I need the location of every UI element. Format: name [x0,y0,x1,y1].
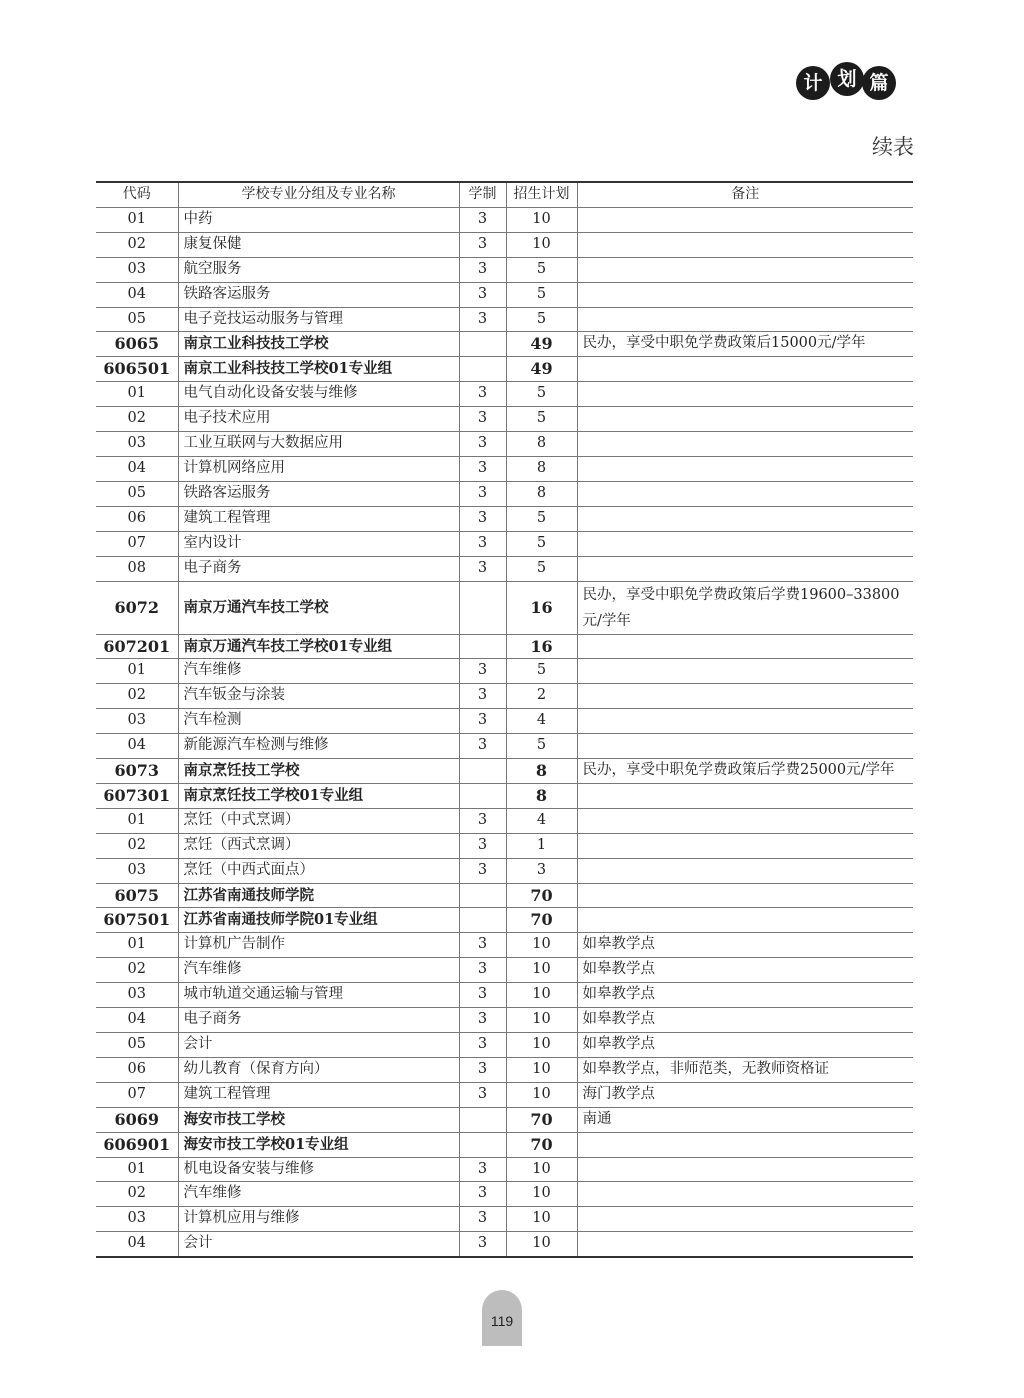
code-cell: 6069 [96,1107,178,1132]
table-row [96,833,913,858]
years-cell [459,1132,506,1157]
table-row [96,983,913,1008]
table-row [96,332,913,357]
name-cell: 铁路客运服务 [178,282,459,307]
name-cell: 南京烹饪技工学校01专业组 [178,783,459,808]
note-cell [577,634,913,659]
name-cell: 电子技术应用 [178,407,459,432]
years-cell: 3 [459,207,506,232]
header-code: 代码 [96,182,178,207]
years-cell: 3 [459,456,506,481]
years-cell: 3 [459,307,506,332]
code-cell: 07 [96,1082,178,1107]
note-cell [577,808,913,833]
plan-cell: 8 [506,432,577,457]
code-cell: 02 [96,407,178,432]
table-row [96,933,913,958]
note-cell [577,282,913,307]
years-cell: 3 [459,958,506,983]
years-cell: 3 [459,833,506,858]
plan-cell: 10 [506,1182,577,1207]
years-cell: 3 [459,808,506,833]
table-row [96,883,913,908]
note-cell: 如皋教学点 [577,958,913,983]
table-row [96,858,913,883]
code-cell: 01 [96,207,178,232]
plan-cell: 2 [506,684,577,709]
name-cell: 中药 [178,207,459,232]
table-row [96,759,913,784]
note-cell: 海门教学点 [577,1082,913,1107]
code-cell: 6065 [96,332,178,357]
name-cell: 航空服务 [178,257,459,282]
plan-cell: 5 [506,556,577,581]
plan-cell: 10 [506,1082,577,1107]
code-cell: 08 [96,556,178,581]
code-cell: 05 [96,307,178,332]
note-cell [577,858,913,883]
name-cell: 汽车维修 [178,1182,459,1207]
note-cell [577,456,913,481]
code-cell: 01 [96,1157,178,1182]
table-header-row [96,182,913,207]
code-cell: 04 [96,456,178,481]
table-row [96,808,913,833]
table-row [96,207,913,232]
table-row [96,506,913,531]
table-row [96,1232,913,1257]
plan-cell: 49 [506,357,577,382]
table-row [96,556,913,581]
plan-cell: 10 [506,1008,577,1033]
code-cell: 02 [96,232,178,257]
code-cell: 606501 [96,357,178,382]
code-cell: 01 [96,808,178,833]
note-cell [577,734,913,759]
years-cell: 3 [459,684,506,709]
code-cell: 607501 [96,908,178,933]
years-cell: 3 [459,1008,506,1033]
code-cell: 02 [96,958,178,983]
table-body [96,207,913,1257]
years-cell: 3 [459,1232,506,1257]
plan-cell: 5 [506,307,577,332]
table-row [96,1033,913,1058]
name-cell: 南京工业科技技工学校01专业组 [178,357,459,382]
plan-cell: 5 [506,407,577,432]
code-cell: 01 [96,933,178,958]
note-cell: 南通 [577,1107,913,1132]
header-name: 学校专业分组及专业名称 [178,182,459,207]
code-cell: 01 [96,382,178,407]
years-cell: 3 [459,933,506,958]
table-row [96,407,913,432]
years-cell: 3 [459,257,506,282]
name-cell: 海安市技工学校 [178,1107,459,1132]
logo-char-1: 计 [796,66,830,100]
note-cell [577,1182,913,1207]
plan-cell: 49 [506,332,577,357]
code-cell: 04 [96,734,178,759]
table-row [96,709,913,734]
code-cell: 6075 [96,883,178,908]
plan-cell: 10 [506,1057,577,1082]
name-cell: 工业互联网与大数据应用 [178,432,459,457]
plan-cell: 8 [506,759,577,784]
years-cell [459,908,506,933]
name-cell: 南京工业科技技工学校 [178,332,459,357]
code-cell: 606901 [96,1132,178,1157]
years-cell: 3 [459,432,506,457]
years-cell: 3 [459,1207,506,1232]
plan-cell: 70 [506,1107,577,1132]
name-cell: 新能源汽车检测与维修 [178,734,459,759]
table-row [96,958,913,983]
note-cell [577,556,913,581]
plan-cell: 10 [506,983,577,1008]
note-cell [577,432,913,457]
plan-cell: 4 [506,709,577,734]
code-cell: 01 [96,659,178,684]
code-cell: 03 [96,257,178,282]
years-cell: 3 [459,556,506,581]
years-cell: 3 [459,1182,506,1207]
years-cell [459,759,506,784]
name-cell: 建筑工程管理 [178,506,459,531]
note-cell [577,833,913,858]
plan-cell: 10 [506,232,577,257]
name-cell: 建筑工程管理 [178,1082,459,1107]
code-cell: 03 [96,432,178,457]
table-row [96,1057,913,1082]
enrollment-plan-table [96,181,913,1258]
name-cell: 计算机网络应用 [178,456,459,481]
code-cell: 6072 [96,581,178,634]
code-cell: 03 [96,858,178,883]
years-cell: 3 [459,709,506,734]
plan-cell: 8 [506,481,577,506]
header-plan: 招生计划 [506,182,577,207]
name-cell: 南京万通汽车技工学校01专业组 [178,634,459,659]
plan-cell: 10 [506,1207,577,1232]
name-cell: 烹饪（中西式面点） [178,858,459,883]
years-cell [459,883,506,908]
name-cell: 计算机应用与维修 [178,1207,459,1232]
name-cell: 会计 [178,1033,459,1058]
note-cell: 如皋教学点 [577,933,913,958]
plan-cell: 5 [506,506,577,531]
table-row [96,432,913,457]
note-cell [577,908,913,933]
section-logo [796,62,900,102]
page-number: 119 [482,1290,522,1346]
years-cell [459,783,506,808]
code-cell: 03 [96,1207,178,1232]
table-row [96,1207,913,1232]
years-cell: 3 [459,481,506,506]
table-row [96,481,913,506]
years-cell: 3 [459,506,506,531]
name-cell: 江苏省南通技师学院01专业组 [178,908,459,933]
table-row [96,1082,913,1107]
name-cell: 汽车维修 [178,659,459,684]
years-cell: 3 [459,282,506,307]
name-cell: 电气自动化设备安装与维修 [178,382,459,407]
code-cell: 6073 [96,759,178,784]
code-cell: 05 [96,481,178,506]
table-row [96,456,913,481]
note-cell [577,207,913,232]
table-row [96,908,913,933]
plan-cell: 70 [506,908,577,933]
plan-cell: 1 [506,833,577,858]
note-cell [577,1207,913,1232]
years-cell [459,581,506,634]
note-cell [577,357,913,382]
name-cell: 室内设计 [178,531,459,556]
name-cell: 烹饪（西式烹调） [178,833,459,858]
table-row [96,734,913,759]
table-row [96,1008,913,1033]
logo-char-3: 篇 [862,66,896,100]
note-cell [577,506,913,531]
plan-cell: 5 [506,257,577,282]
plan-cell: 70 [506,1132,577,1157]
years-cell: 3 [459,1033,506,1058]
name-cell: 汽车检测 [178,709,459,734]
years-cell: 3 [459,1157,506,1182]
plan-cell: 10 [506,1033,577,1058]
note-cell: 如皋教学点 [577,1008,913,1033]
header-note: 备注 [577,182,913,207]
note-cell [577,783,913,808]
plan-cell: 5 [506,734,577,759]
plan-cell: 70 [506,883,577,908]
header-years: 学制 [459,182,506,207]
code-cell: 04 [96,1232,178,1257]
name-cell: 南京万通汽车技工学校 [178,581,459,634]
years-cell [459,1107,506,1132]
plan-cell: 3 [506,858,577,883]
note-cell [577,481,913,506]
note-cell [577,531,913,556]
code-cell: 03 [96,983,178,1008]
name-cell: 铁路客运服务 [178,481,459,506]
note-cell [577,883,913,908]
plan-cell: 5 [506,282,577,307]
years-cell: 3 [459,407,506,432]
plan-cell: 10 [506,1232,577,1257]
table-row [96,581,913,634]
note-cell: 民办，享受中职免学费政策后15000元/学年 [577,332,913,357]
note-cell: 如皋教学点 [577,983,913,1008]
name-cell: 汽车钣金与涂装 [178,684,459,709]
table-row [96,257,913,282]
table-row [96,531,913,556]
table-row [96,282,913,307]
table-row [96,232,913,257]
name-cell: 电子商务 [178,1008,459,1033]
table-row [96,357,913,382]
years-cell: 3 [459,531,506,556]
note-cell [577,1232,913,1257]
name-cell: 海安市技工学校01专业组 [178,1132,459,1157]
note-cell [577,407,913,432]
note-cell: 如皋教学点 [577,1033,913,1058]
code-cell: 07 [96,531,178,556]
years-cell: 3 [459,983,506,1008]
continued-table-label: 续表 [872,135,914,159]
plan-cell: 10 [506,1157,577,1182]
note-cell [577,1157,913,1182]
years-cell: 3 [459,858,506,883]
code-cell: 02 [96,684,178,709]
years-cell: 3 [459,232,506,257]
name-cell: 计算机广告制作 [178,933,459,958]
name-cell: 康复保健 [178,232,459,257]
table-row [96,634,913,659]
plan-cell: 4 [506,808,577,833]
years-cell [459,357,506,382]
years-cell: 3 [459,734,506,759]
years-cell: 3 [459,1057,506,1082]
name-cell: 江苏省南通技师学院 [178,883,459,908]
name-cell: 电子竞技运动服务与管理 [178,307,459,332]
table-row [96,1157,913,1182]
note-cell [577,684,913,709]
plan-cell: 8 [506,783,577,808]
note-cell [577,1132,913,1157]
table-row [96,307,913,332]
code-cell: 607201 [96,634,178,659]
name-cell: 电子商务 [178,556,459,581]
table-row [96,1107,913,1132]
note-cell [577,257,913,282]
years-cell [459,634,506,659]
note-cell [577,659,913,684]
years-cell: 3 [459,1082,506,1107]
table-row [96,783,913,808]
plan-cell: 5 [506,659,577,684]
name-cell: 城市轨道交通运输与管理 [178,983,459,1008]
note-cell [577,382,913,407]
table-row [96,1132,913,1157]
plan-cell: 5 [506,382,577,407]
code-cell: 02 [96,1182,178,1207]
plan-cell: 10 [506,207,577,232]
note-cell: 民办，享受中职免学费政策后学费25000元/学年 [577,759,913,784]
code-cell: 06 [96,1057,178,1082]
note-cell [577,307,913,332]
note-cell: 民办，享受中职免学费政策后学费19600–33800元/学年 [577,581,913,634]
note-cell [577,232,913,257]
name-cell: 机电设备安装与维修 [178,1157,459,1182]
code-cell: 05 [96,1033,178,1058]
table-row [96,684,913,709]
code-cell: 04 [96,282,178,307]
years-cell [459,332,506,357]
plan-cell: 8 [506,456,577,481]
name-cell: 幼儿教育（保育方向） [178,1057,459,1082]
code-cell: 607301 [96,783,178,808]
note-cell [577,709,913,734]
table-row [96,659,913,684]
note-cell: 如皋教学点，非师范类，无教师资格证 [577,1057,913,1082]
name-cell: 会计 [178,1232,459,1257]
code-cell: 04 [96,1008,178,1033]
name-cell: 南京烹饪技工学校 [178,759,459,784]
table-row [96,1182,913,1207]
name-cell: 烹饪（中式烹调） [178,808,459,833]
plan-cell: 16 [506,581,577,634]
code-cell: 03 [96,709,178,734]
code-cell: 06 [96,506,178,531]
years-cell: 3 [459,659,506,684]
plan-cell: 10 [506,933,577,958]
code-cell: 02 [96,833,178,858]
plan-cell: 5 [506,531,577,556]
name-cell: 汽车维修 [178,958,459,983]
logo-char-2: 划 [830,62,864,96]
plan-cell: 10 [506,958,577,983]
years-cell: 3 [459,382,506,407]
table-row [96,382,913,407]
plan-cell: 16 [506,634,577,659]
